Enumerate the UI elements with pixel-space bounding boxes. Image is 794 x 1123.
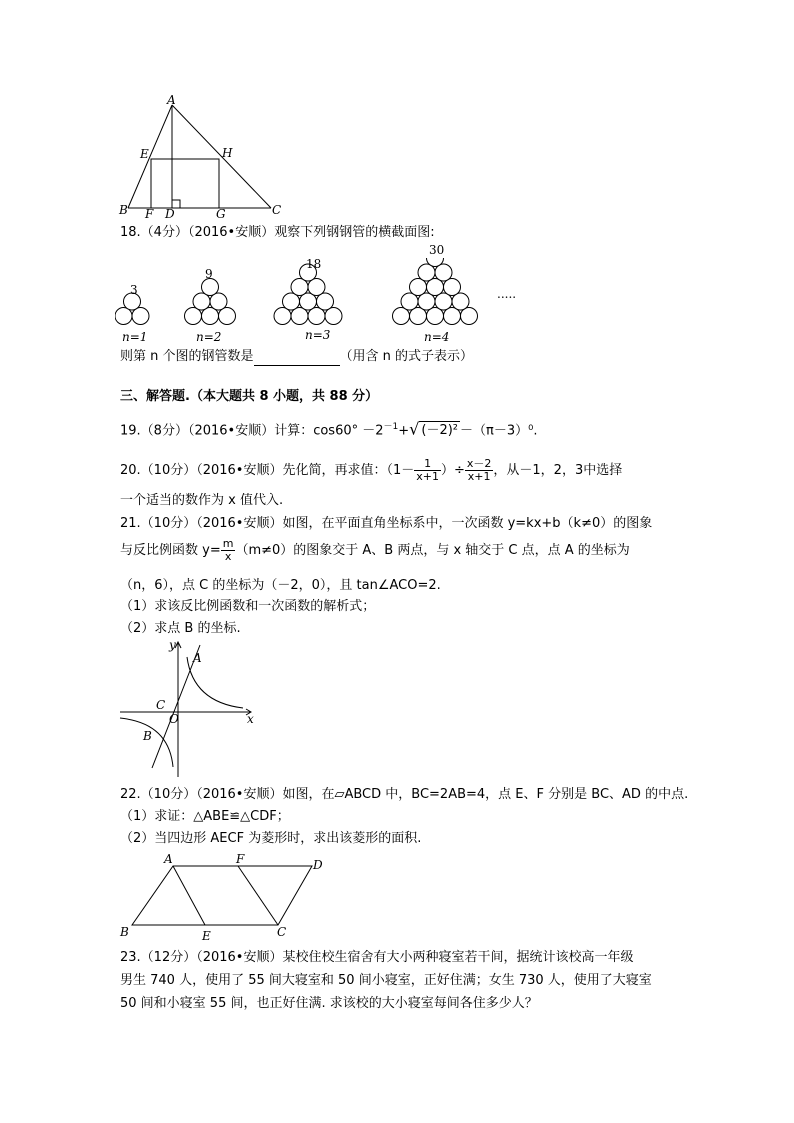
q21-line2 [120, 538, 630, 564]
fig17-label-G: G [216, 207, 226, 221]
caption-n4: n=4 [424, 330, 450, 344]
pipe-count-3: 18 [306, 257, 322, 271]
pipe-circle-2 [202, 279, 219, 296]
q21-f-num: m [222, 537, 234, 550]
q20-suffix: ，从－1，2，3中选择 [493, 463, 623, 478]
caption-n2: n=2 [196, 330, 222, 344]
section3-title: 三、解答题.（本大题共 8 小题，共 88 分） [120, 389, 379, 404]
pipe-count-1: 3 [130, 283, 138, 297]
fig21-label-C: C [156, 698, 166, 712]
caption-n1: n=1 [122, 330, 148, 344]
q21-sub1: （1）求该反比例函数和一次函数的解析式； [120, 599, 376, 614]
sqrt-sign: √ [409, 419, 420, 439]
q23-line2: 男生 740 人，使用了 55 间大寝室和 50 间小寝室，正好住满；女生 730 人，使用了大寝室 [120, 973, 652, 988]
q20-fraction-2 [465, 458, 494, 483]
q21-line2-suffix: （m≠0）的图象交于 A、B 两点，与 x 轴交于 C 点，点 A 的坐标为 [235, 543, 630, 558]
q21-line2-prefix: 与反比例函数 y= [120, 543, 221, 558]
pipe-count-4: 30 [429, 243, 445, 257]
fig17-label-C: C [272, 203, 282, 217]
coordinate-graph-figure [115, 637, 265, 779]
q18-text: 18.（4分）（2016•安顺）观察下列钢钢管的横截面图: [120, 225, 435, 240]
q22-sub2: （2）当四边形 AECF 为菱形时，求出该菱形的面积. [120, 831, 422, 846]
q22-line1: 22.（10分）（2016•安顺）如图，在▱ABCD 中，BC=2AB=4，点 E、F 分别是 BC、AD 的中点. [120, 787, 689, 802]
parallelogram-figure [120, 855, 330, 940]
fig21-label-x: x [247, 712, 254, 726]
q19-radicand: (－2)² [421, 423, 459, 439]
fig22-label-A: A [164, 852, 173, 866]
fig17-label-E: E [140, 147, 149, 161]
q19-exponent: －1 [383, 422, 399, 432]
answer-blank[interactable] [254, 351, 340, 366]
q23-line1: 23.（12分）（2016•安顺）某校住校生宿舍有大小两种寝室若干间，据统计该校高一年级 [120, 950, 634, 965]
q20-f2-den: x+1 [467, 470, 491, 483]
q20-prefix: 20.（10分）（2016•安顺）先化简，再求值：（1－ [120, 463, 415, 478]
q21-fraction [221, 538, 236, 563]
fig22-label-D: D [313, 858, 323, 872]
q20-mid: ）÷ [440, 463, 465, 478]
q23-line3: 50 间和小寝室 55 间，也正好住满. 求该校的大小寝室每间各住多少人？ [120, 996, 538, 1011]
q19-suffix: －（π－3）⁰. [460, 423, 538, 439]
q21-line1: 21.（10分）（2016•安顺）如图，在平面直角坐标系中，一次函数 y=kx+b（k≠0）的图象 [120, 516, 653, 531]
q22-sub1: （1）求证：△ABE≌△CDF； [120, 809, 290, 824]
fig21-label-A: A [193, 651, 202, 665]
fig17-label-A: A [167, 93, 176, 107]
fig21-label-B: B [143, 729, 152, 743]
q19-line [120, 418, 537, 440]
fig21-label-y: y [169, 638, 176, 652]
q20-line2: 一个适当的数作为 x 值代入. [120, 493, 284, 508]
q19-plus: + [398, 423, 410, 439]
fig22-label-B: B [120, 925, 129, 939]
q18-answer-prefix: 则第 n 个图的钢管数是 [120, 349, 254, 364]
q20-f1-num: 1 [414, 458, 441, 471]
q20-f2-num: x－2 [466, 457, 492, 470]
fig22-label-C: C [277, 925, 287, 939]
pipes-ellipsis: ..... [497, 287, 517, 301]
q21-f-den: x [224, 550, 232, 563]
fig17-label-B: B [119, 203, 128, 217]
caption-n3: n=3 [305, 328, 331, 342]
q18-answer-suffix: （用含 n 的式子表示） [339, 349, 474, 364]
fig17-label-F: F [145, 207, 154, 221]
fig22-label-E: E [202, 929, 211, 943]
fig22-label-F: F [236, 852, 245, 866]
fig21-label-O: O [169, 712, 179, 726]
q21-sub2: （2）求点 B 的坐标. [120, 621, 241, 636]
q18-answer-line [120, 348, 473, 366]
pipe-count-2: 9 [205, 267, 213, 281]
fig17-label-H: H [222, 146, 233, 160]
q20-fraction-1 [414, 458, 441, 483]
q19-prefix: 19.（8分）（2016•安顺）计算：cos60° －2 [120, 423, 384, 439]
q20-line1 [120, 458, 622, 484]
q20-f1-den: x+1 [416, 470, 439, 483]
fig17-label-D: D [165, 207, 175, 221]
q21-line3: （n，6），点 C 的坐标为（－2，0），且 tan∠ACO=2. [120, 578, 441, 593]
